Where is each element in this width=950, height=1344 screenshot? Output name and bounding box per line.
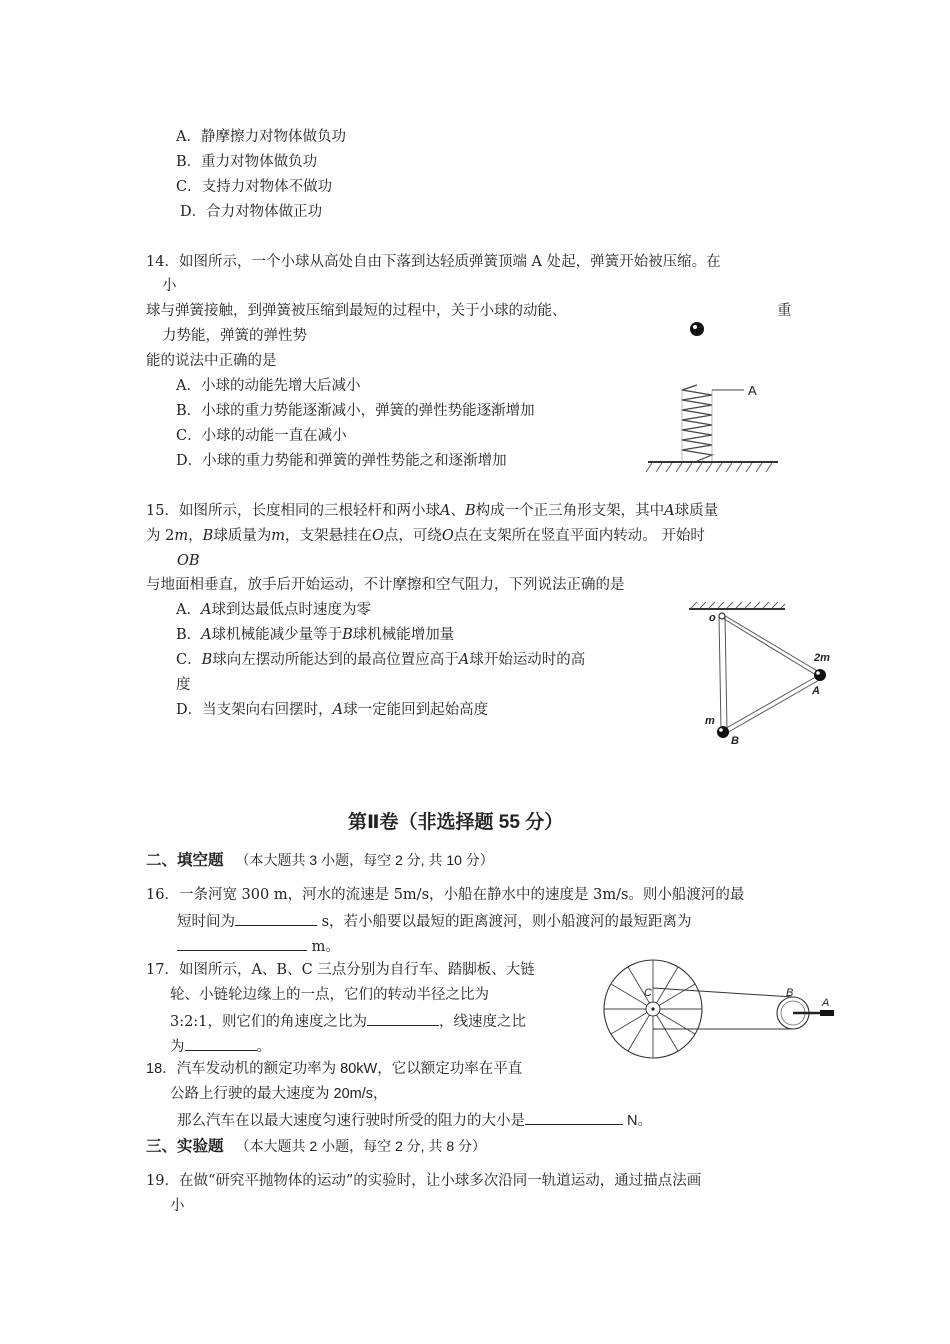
q14-stem-line1b: 小 — [162, 278, 177, 294]
q13-option-a: A．静摩擦力对物体做负功 — [176, 129, 346, 145]
ball-b — [717, 726, 729, 738]
q17-line3: 3:2:1，则它们的角速度之比为 ，线速度之比 — [170, 1010, 526, 1032]
q14-stem-line4: 能的说法中正确的是 — [146, 353, 277, 369]
ball-b-mass-label: m — [705, 715, 715, 727]
q16-line3: m。 — [177, 935, 340, 957]
q15-option-c: C．B球向左摆动所能达到的最高位置应高于A球开始运动时的高 — [176, 652, 586, 668]
q14-stem-line2b: 重 — [777, 303, 792, 319]
q16-blank-distance[interactable] — [177, 935, 307, 951]
q14-option-d: D．小球的重力势能和弹簧的弹性势能之和逐渐增加 — [176, 453, 507, 469]
q18-line3: 那么汽车在以最大速度匀速行驶时所受的阻力的大小是 N。 — [177, 1109, 652, 1131]
q19-line1: 19．在做“研究平抛物体的运动”的实验时，让小球多次沿同一轨道运动，通过描点法画 — [146, 1173, 702, 1189]
pedal — [820, 1010, 834, 1016]
q13-option-c: C．支持力对物体不做功 — [176, 179, 333, 195]
q13-option-b: B．重力对物体做负功 — [176, 154, 318, 170]
point-a-label: A — [822, 997, 830, 1009]
q14-stem-line1: 14．如图所示，一个小球从高处自由下落到达轻质弹簧顶端 A 处起，弹簧开始被压缩。在 — [146, 254, 721, 270]
q15-triangle-figure — [685, 600, 845, 750]
q14-option-b: B．小球的重力势能逐渐减小，弹簧的弹性势能逐渐增加 — [176, 403, 535, 419]
q14-option-a: A．小球的动能先增大后减小 — [176, 378, 361, 394]
q18-line1: 18．汽车发动机的额定功率为 80kW，它以额定功率在平直 — [146, 1061, 523, 1077]
q16-blank-time[interactable] — [235, 910, 317, 926]
q15-stem-line4: 与地面相垂直，放手后开始运动，不计摩擦和空气阻力，下列说法正确的是 — [146, 577, 625, 593]
q15-option-b: B．A球机械能减少量等于B球机械能增加量 — [176, 627, 455, 643]
spring — [682, 385, 712, 461]
pivot-o-label: o — [709, 612, 716, 624]
q17-sprocket-figure — [600, 955, 845, 1065]
q18-blank-resistance[interactable] — [525, 1109, 623, 1125]
pivot-o — [719, 613, 725, 619]
q15-stem-line1: 15．如图所示，长度相同的三根轻杆和两小球A、B构成一个正三角形支架，其中A球质量 — [146, 503, 719, 519]
q19-line2: 小 — [170, 1198, 185, 1214]
spring-point-a-label: A — [748, 383, 757, 398]
q17-blank-angular[interactable] — [367, 1010, 439, 1026]
q15-stem-line3: OB — [177, 553, 200, 569]
q14-stem-line3: 力势能，弹簧的弹性势 — [162, 328, 307, 344]
q15-stem-line2: 为 2m，B球质量为m，支架悬挂在O点，可绕O点在支架所在竖直平面内转动。 开始时 — [146, 528, 705, 544]
ball-a — [814, 669, 826, 681]
part2-title: 第Ⅱ卷（非选择题 55 分） — [348, 812, 564, 833]
q17-blank-linear[interactable] — [185, 1035, 257, 1051]
ball-a-mass-label: 2m — [814, 652, 830, 664]
ball-b-label: B — [731, 735, 739, 747]
q17-line4: 为 。 — [170, 1035, 271, 1057]
section2-heading: 二、填空题 （本大题共 3 小题，每空 2 分, 共 10 分） — [146, 852, 494, 869]
point-c-label: C — [644, 987, 652, 999]
q13-option-d: D．合力对物体做正功 — [180, 204, 323, 220]
triangle-rods — [719, 614, 821, 734]
q15-option-a: A．A球到达最低点时速度为零 — [176, 602, 371, 618]
section3-heading: 三、实验题 （本大题共 2 小题，每空 2 分, 共 8 分） — [146, 1138, 486, 1155]
ball-a-label: A — [812, 685, 820, 697]
q17-line1: 17．如图所示，A、B、C 三点分别为自行车、踏脚板、大链 — [146, 962, 535, 978]
chain-top — [653, 988, 793, 997]
q16-line2: 短时间为 s，若小船要以最短的距离渡河，则小船渡河的最短距离为 — [177, 910, 692, 932]
falling-ball — [690, 322, 704, 336]
q15-option-c-cont: 度 — [176, 677, 191, 693]
q16-line1: 16．一条河宽 300 m，河水的流速是 5m/s，小船在静水中的速度是 3m/s。则小船渡河的最 — [146, 887, 745, 903]
q14-spring-figure — [640, 315, 790, 480]
point-b-label: B — [786, 987, 794, 999]
q14-stem-line2: 球与弹簧接触，到弹簧被压缩到最短的过程中，关于小球的动能、 — [146, 303, 567, 319]
q14-option-c: C．小球的动能一直在减小 — [176, 428, 347, 444]
q15-option-d: D．当支架向右回摆时，A球一定能回到起始高度 — [176, 702, 489, 718]
q18-line2: 公路上行驶的最大速度为 20m/s， — [170, 1086, 388, 1102]
q17-line2: 轮、小链轮边缘上的一点，它们的转动半径之比为 — [170, 987, 489, 1003]
